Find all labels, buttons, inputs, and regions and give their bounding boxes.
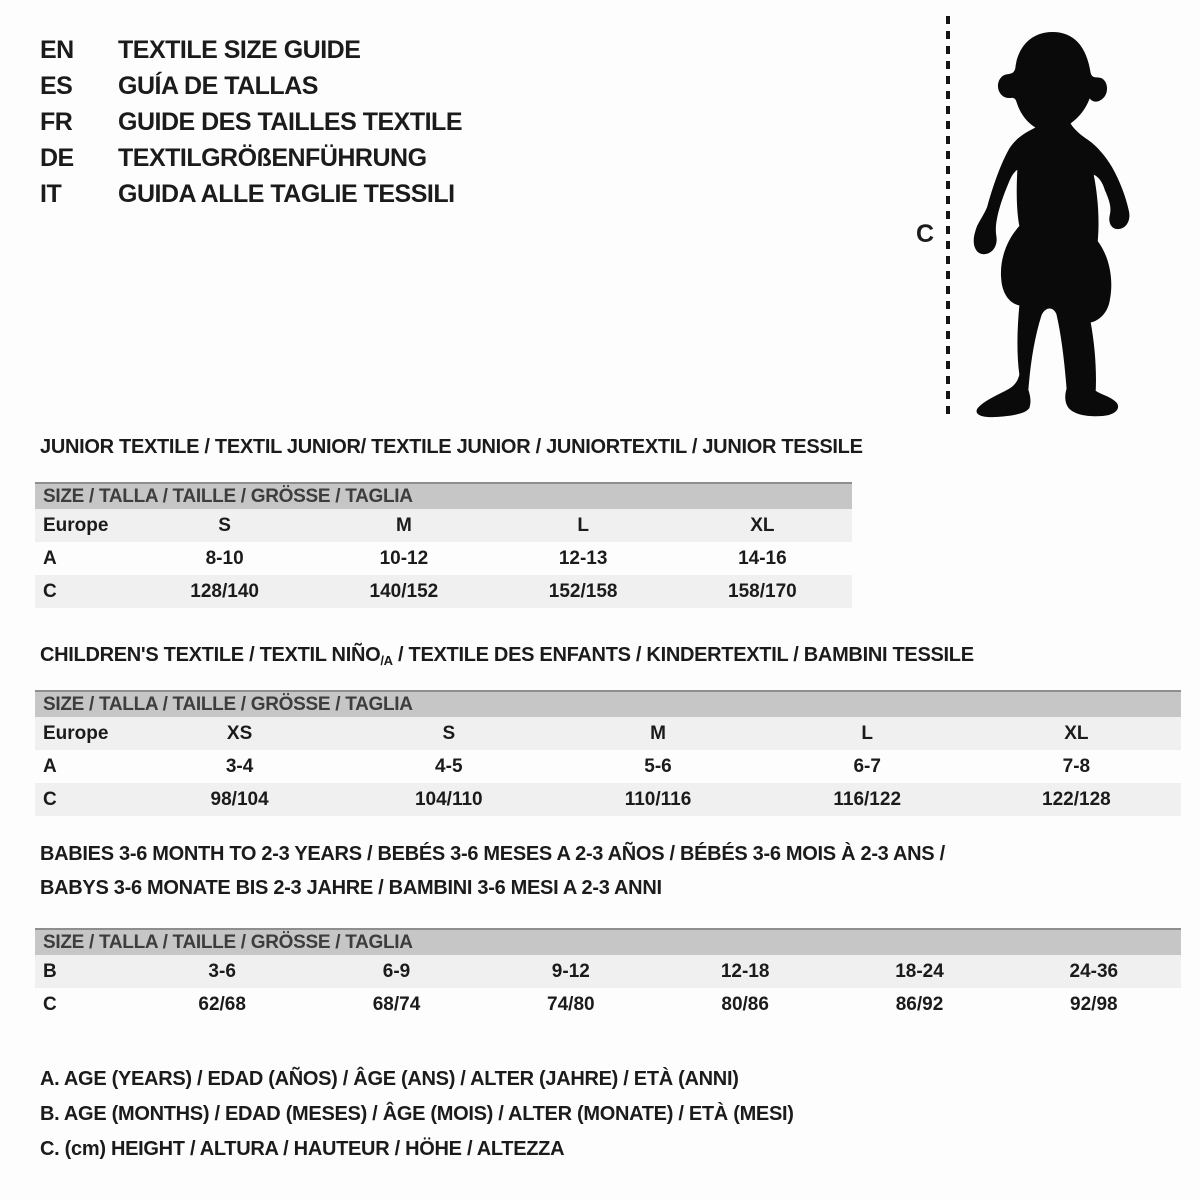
row-label: A — [43, 548, 57, 569]
table-cell: 158/170 — [728, 581, 797, 602]
size-header-bar: SIZE / TALLA / TAILLE / GRÖSSE / TAGLIA — [35, 690, 1181, 717]
language-code: FR — [40, 108, 73, 136]
legend — [40, 1062, 794, 1167]
language-title: GUÍA DE TALLAS — [118, 72, 318, 100]
table-cell: 110/116 — [624, 789, 692, 810]
legend-line-b: B. AGE (MONTHS) / EDAD (MESES) / ÂGE (MOIS) / ALTER (MONATE) / ETÀ (MESI) — [40, 1103, 794, 1125]
children-heading-sub: /A — [380, 653, 393, 668]
table-cell: S — [218, 515, 231, 536]
row-label: Europe — [43, 515, 109, 536]
height-measure-label: C — [916, 220, 935, 248]
language-title: TEXTILE SIZE GUIDE — [118, 36, 361, 64]
table-cell: 80/86 — [721, 994, 769, 1015]
table-cell: 6-9 — [382, 961, 411, 982]
toddler-silhouette-image — [963, 26, 1141, 418]
row-label: B — [43, 961, 57, 982]
language-row-de — [40, 140, 462, 176]
table-cell: S — [442, 723, 456, 744]
children-section-heading — [40, 644, 974, 668]
language-title: TEXTILGRÖßENFÜHRUNG — [118, 144, 427, 172]
legend-line-a: A. AGE (YEARS) / EDAD (AÑOS) / ÂGE (ANS) / ALTER (JAHRE) / ETÀ (ANNI) — [40, 1068, 739, 1090]
babies-section-heading-line1: BABIES 3-6 MONTH TO 2-3 YEARS / BEBÉS 3-6 MESES A 2-3 AÑOS / BÉBÉS 3-6 MOIS À 2-3 ANS / — [40, 843, 945, 865]
table-cell: 152/158 — [548, 581, 618, 602]
table-cell: 4-5 — [435, 756, 463, 777]
table-row-europe — [35, 509, 852, 542]
language-code: EN — [40, 36, 74, 64]
table-row-height — [35, 988, 1181, 1021]
table-cell: XL — [750, 515, 775, 536]
height-measure-dashed-line — [946, 16, 950, 416]
size-header-bar: SIZE / TALLA / TAILLE / GRÖSSE / TAGLIA — [35, 482, 852, 509]
table-cell: 9-12 — [551, 961, 590, 982]
table-cell: 3-6 — [208, 961, 236, 982]
table-cell: 7-8 — [1062, 756, 1091, 777]
table-cell: 116/122 — [833, 789, 902, 810]
table-cell: M — [395, 515, 412, 536]
language-row-en — [40, 32, 462, 68]
babies-section-heading-line2: BABYS 3-6 MONATE BIS 2-3 JAHRE / BAMBINI 3-6 MESI A 2-3 ANNI — [40, 877, 662, 899]
table-cell: 74/80 — [547, 994, 595, 1015]
table-cell: 10-12 — [379, 548, 429, 569]
language-code: ES — [40, 72, 73, 100]
table-cell: 98/104 — [210, 789, 269, 810]
language-code: IT — [40, 180, 62, 208]
row-label: A — [43, 756, 57, 777]
children-heading-text: CHILDREN'S TEXTILE / TEXTIL NIÑO — [40, 644, 381, 666]
table-cell: 6-7 — [853, 756, 881, 777]
table-cell: 122/128 — [1042, 789, 1111, 810]
table-cell: 92/98 — [1070, 994, 1118, 1015]
table-cell: 24-36 — [1069, 961, 1119, 982]
table-cell: 5-6 — [644, 756, 672, 777]
babies-size-table — [35, 928, 1181, 1021]
table-cell: XS — [226, 723, 253, 744]
language-title: GUIDE DES TAILLES TEXTILE — [118, 108, 463, 136]
children-size-table — [35, 690, 1181, 816]
junior-size-table — [35, 482, 852, 608]
row-label: C — [43, 581, 57, 602]
row-label: C — [43, 994, 57, 1015]
children-heading-text: / TEXTILE DES ENFANTS / KINDERTEXTIL / BAMBINI TESSILE — [392, 644, 974, 666]
table-cell: 86/92 — [895, 994, 944, 1015]
table-row-months — [35, 955, 1181, 988]
table-row-height — [35, 575, 852, 608]
table-cell: 104/110 — [414, 789, 483, 810]
table-cell: L — [861, 723, 873, 744]
language-row-it — [40, 176, 462, 212]
table-row-europe — [35, 717, 1181, 750]
table-cell: XL — [1064, 723, 1089, 744]
table-cell: 140/152 — [369, 581, 439, 602]
language-row-es — [40, 68, 462, 104]
language-row-fr — [40, 104, 462, 140]
table-row-age — [35, 542, 852, 575]
language-title: GUIDA ALLE TAGLIE TESSILI — [118, 180, 455, 208]
table-cell: 68/74 — [372, 994, 421, 1015]
table-cell: 128/140 — [190, 581, 259, 602]
legend-line-c: C. (cm) HEIGHT / ALTURA / HAUTEUR / HÖHE / ALTEZZA — [40, 1138, 565, 1160]
language-list — [40, 32, 462, 212]
table-cell: 12-13 — [558, 548, 608, 569]
table-row-age — [35, 750, 1181, 783]
table-cell: 62/68 — [198, 994, 246, 1015]
table-cell: 14-16 — [738, 548, 787, 569]
row-label: Europe — [43, 723, 109, 744]
table-cell: M — [650, 723, 666, 744]
table-cell: L — [577, 515, 589, 536]
junior-section-heading: JUNIOR TEXTILE / TEXTIL JUNIOR/ TEXTILE JUNIOR / JUNIORTEXTIL / JUNIOR TESSILE — [40, 436, 863, 458]
row-label: C — [43, 789, 57, 810]
table-cell: 18-24 — [895, 961, 944, 982]
size-header-bar: SIZE / TALLA / TAILLE / GRÖSSE / TAGLIA — [35, 928, 1181, 955]
table-cell: 3-4 — [225, 756, 254, 777]
table-cell: 8-10 — [205, 548, 244, 569]
table-cell: 12-18 — [720, 961, 770, 982]
table-row-height — [35, 783, 1181, 816]
language-code: DE — [40, 144, 74, 172]
